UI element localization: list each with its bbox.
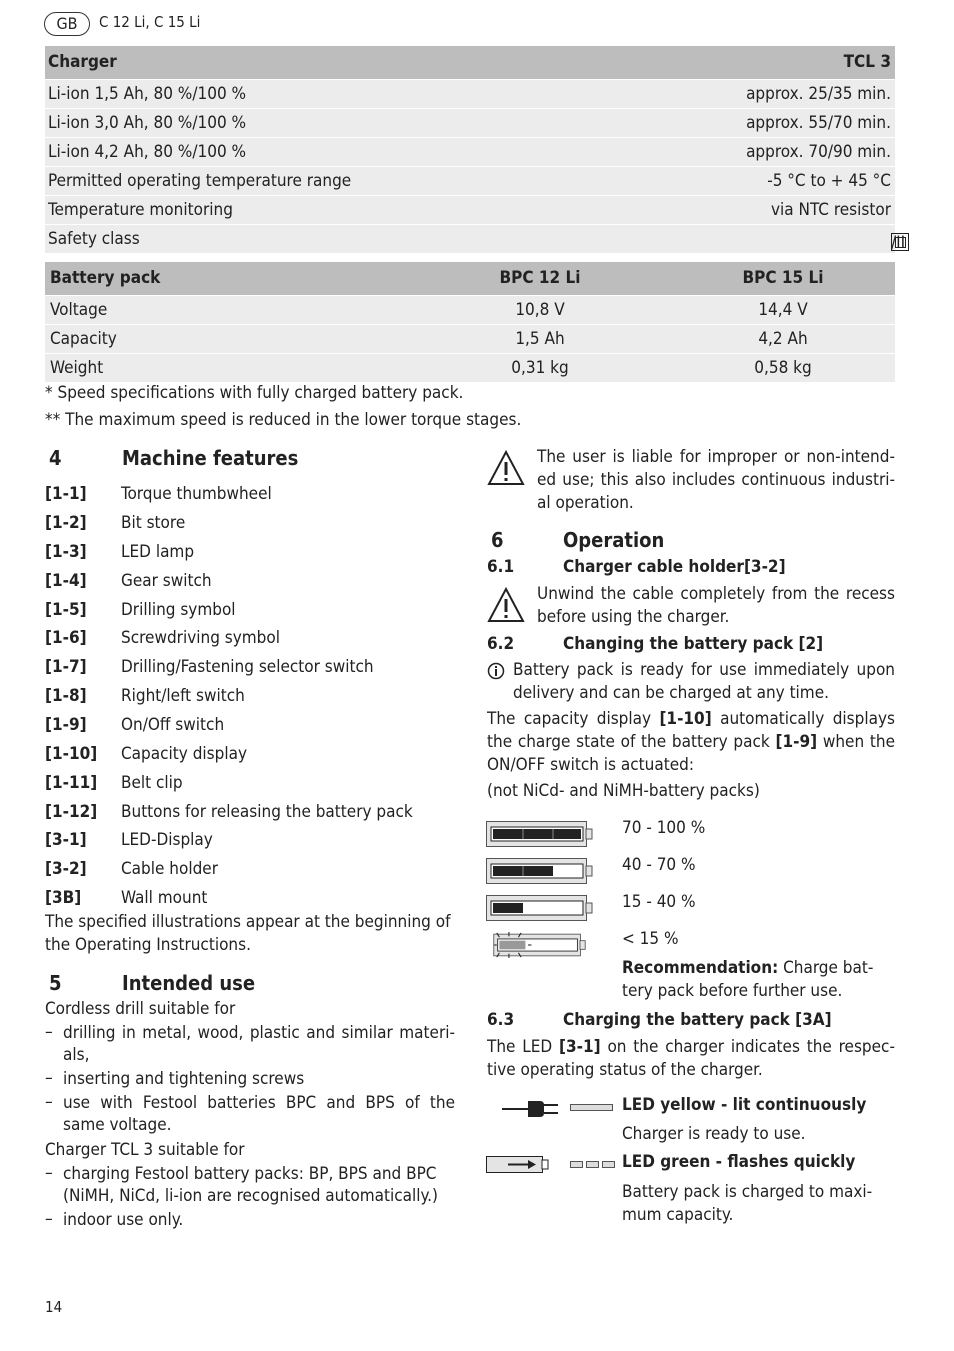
table-row [45, 80, 895, 109]
row-col2: 14,4 V [758, 300, 808, 320]
level-label: 70 - 100 % [622, 818, 706, 838]
info-icon [487, 662, 505, 680]
feature-code: [1-3] [45, 542, 87, 562]
language-badge: GB [44, 12, 90, 36]
feature-code: [1-1] [45, 484, 87, 504]
row-label: Li-ion 1,5 Ah, 80 %/100 % [48, 84, 247, 104]
feature-text: LED-Display [121, 830, 213, 850]
row-label: Permitted operating temperature range [48, 171, 352, 191]
row-value: approx. 25/35 min. [746, 84, 891, 104]
power-plug-icon [502, 1097, 560, 1121]
table-header-value: TCL 3 [843, 52, 891, 72]
feature-code: [3B] [45, 888, 82, 908]
intended-use-intro: Cordless drill suitable for [45, 999, 236, 1019]
section-6-title: Operation [563, 528, 665, 552]
liability-warning: The user is liable for improper or non-intend-ed use; this also includes continuous industri-al operation. [537, 447, 895, 513]
feature-code: [1-2] [45, 513, 87, 533]
level-label: 15 - 40 % [622, 892, 696, 912]
row-value: -5 °C to + 45 °C [767, 171, 891, 191]
row-col1: 1,5 Ah [515, 329, 565, 349]
row-value: via NTC resistor [771, 200, 891, 220]
list-dash: – [45, 1068, 53, 1088]
row-col1: 10,8 V [515, 300, 565, 320]
section-6-number: 6 [491, 528, 504, 552]
feature-code: [1-11] [45, 773, 98, 793]
torque-footnote: ** The maximum speed is reduced in the lower torque stages. [45, 410, 522, 430]
battery-charging-icon [486, 1155, 550, 1175]
feature-code: [1-8] [45, 686, 87, 706]
charger-suitable-intro: Charger TCL 3 suitable for [45, 1140, 245, 1160]
feature-code: [3-1] [45, 830, 87, 850]
ref-code: [3-1] [559, 1037, 601, 1057]
feature-code: [1-4] [45, 571, 87, 591]
row-label: Li-ion 4,2 Ah, 80 %/100 % [48, 142, 247, 162]
illustrations-note: The specified illustrations appear at the beginning of the Operating Instructions. [45, 912, 451, 955]
feature-text: Capacity display [121, 744, 248, 764]
list-dash: – [45, 1163, 53, 1183]
list-dash: – [45, 1022, 53, 1042]
feature-text: Cable holder [121, 859, 218, 879]
list-dash: – [45, 1092, 53, 1112]
level-label: < 15 % [622, 929, 679, 949]
row-label: Capacity [50, 329, 117, 349]
led-green-text: Battery pack is charged to maxi-mum capacity. [622, 1182, 873, 1225]
list-item: drilling in metal, wood, plastic and similar materi-als, [63, 1023, 455, 1065]
table-header-row [45, 46, 895, 80]
led-yellow-title: LED yellow - lit continuously [622, 1095, 867, 1115]
battery-level-low-blinking-icon [486, 932, 596, 958]
led-steady-icon [570, 1103, 614, 1113]
list-item: inserting and tightening screws [63, 1069, 305, 1089]
text-run: on the charger indicates the respec-tive operating status of the charger. [487, 1037, 895, 1080]
page-number: 14 [45, 1298, 63, 1316]
table-row [45, 354, 895, 383]
ref-code: [1-10] [659, 709, 712, 729]
safety-class-value: /II [891, 233, 906, 253]
row-label: Li-ion 3,0 Ah, 80 %/100 % [48, 113, 247, 133]
recommendation-label: Recommendation: [622, 958, 779, 978]
feature-code: [3-2] [45, 859, 87, 879]
feature-code: [1-12] [45, 802, 98, 822]
list-dash: – [45, 1209, 53, 1229]
row-label: Safety class [48, 229, 140, 249]
feature-code: [1-7] [45, 657, 87, 677]
row-col2: 0,58 kg [754, 358, 812, 378]
row-label: Temperature monitoring [48, 200, 233, 220]
section-6-3-title: Charging the battery pack [3A] [563, 1010, 832, 1030]
table-row [45, 325, 895, 354]
row-col1: 0,31 kg [511, 358, 569, 378]
led-flashing-icon [570, 1160, 616, 1170]
feature-code: [1-6] [45, 628, 87, 648]
led-status-paragraph [487, 1036, 895, 1082]
charger-spec-table [45, 46, 906, 254]
list-item: charging Festool battery packs: BP, BPS and BPC (NiMH, NiCd, li-ion are recognised automatically.) [63, 1164, 438, 1206]
text-run: The capacity display [487, 709, 660, 729]
capacity-display-paragraph [487, 708, 895, 777]
text-run: automatically displays the charge state of the battery pack [487, 709, 895, 752]
feature-text: Drilling/Fastening selector switch [121, 657, 374, 677]
section-6-1-title: Charger cable holder[3-2] [563, 557, 786, 577]
feature-text: On/Off switch [121, 715, 225, 735]
battery-level-full-icon [486, 821, 596, 847]
feature-text: Right/left switch [121, 686, 245, 706]
feature-text: Belt clip [121, 773, 183, 793]
table-row [45, 138, 895, 167]
cable-warning: Unwind the cable completely from the recess before using the charger. [537, 584, 895, 627]
speed-footnote: * Speed specifications with fully charged battery pack. [45, 383, 464, 403]
section-6-2-number: 6.2 [487, 634, 515, 654]
table-header-label: Charger [48, 52, 117, 72]
row-value: approx. 70/90 min. [746, 142, 891, 162]
model-name: C 12 Li, C 15 Li [99, 13, 201, 31]
info-note: Battery pack is ready for use immediately upon delivery and can be charged at any time. [513, 660, 895, 703]
feature-code: [1-5] [45, 600, 87, 620]
feature-text: LED lamp [121, 542, 195, 562]
row-label: Voltage [50, 300, 108, 320]
table-header-label: Battery pack [50, 268, 161, 288]
section-5-title: Intended use [122, 971, 256, 995]
warning-triangle-icon [487, 587, 525, 623]
text-run: The LED [487, 1037, 560, 1057]
table-row [45, 296, 895, 325]
table-row [45, 109, 895, 138]
battery-level-high-icon [486, 858, 596, 884]
table-row [45, 196, 895, 225]
table-header-col1: BPC 12 Li [499, 268, 581, 288]
section-4-title: Machine features [122, 446, 299, 470]
table-header-col2: BPC 15 Li [742, 268, 824, 288]
ref-code: [1-9] [775, 732, 818, 752]
section-6-3-number: 6.3 [487, 1010, 515, 1030]
row-col2: 4,2 Ah [758, 329, 808, 349]
feature-code: [1-9] [45, 715, 87, 735]
list-item: indoor use only. [63, 1210, 184, 1230]
led-green-title: LED green - flashes quickly [622, 1152, 856, 1172]
warning-triangle-icon [487, 450, 525, 486]
table-row [45, 167, 895, 196]
feature-text: Buttons for releasing the battery pack [121, 802, 413, 822]
feature-text: Wall mount [121, 888, 208, 908]
battery-level-medium-icon [486, 895, 596, 921]
section-6-1-number: 6.1 [487, 557, 515, 577]
list-item: use with Festool batteries BPC and BPS of the same voltage. [63, 1093, 455, 1135]
table-row [45, 225, 906, 254]
feature-text: Gear switch [121, 571, 212, 591]
feature-text: Drilling symbol [121, 600, 236, 620]
recommendation [622, 957, 892, 1003]
feature-code: [1-10] [45, 744, 98, 764]
section-5-number: 5 [49, 971, 62, 995]
row-value: approx. 55/70 min. [746, 113, 891, 133]
led-yellow-text: Charger is ready to use. [622, 1124, 806, 1144]
row-label: Weight [50, 358, 104, 378]
feature-text: Torque thumbwheel [121, 484, 272, 504]
level-label: 40 - 70 % [622, 855, 696, 875]
section-4-number: 4 [49, 446, 62, 470]
recommendation-text: Charge bat-tery pack before further use. [622, 958, 874, 1001]
text-run: when the ON/OFF switch is actuated: [487, 732, 895, 775]
feature-text: Bit store [121, 513, 186, 533]
table-header-row [45, 262, 895, 296]
feature-text: Screwdriving symbol [121, 628, 280, 648]
battery-spec-table [45, 262, 895, 383]
section-6-2-title: Changing the battery pack [2] [563, 634, 824, 654]
battery-type-note: (not NiCd- and NiMH-battery packs) [487, 781, 760, 801]
